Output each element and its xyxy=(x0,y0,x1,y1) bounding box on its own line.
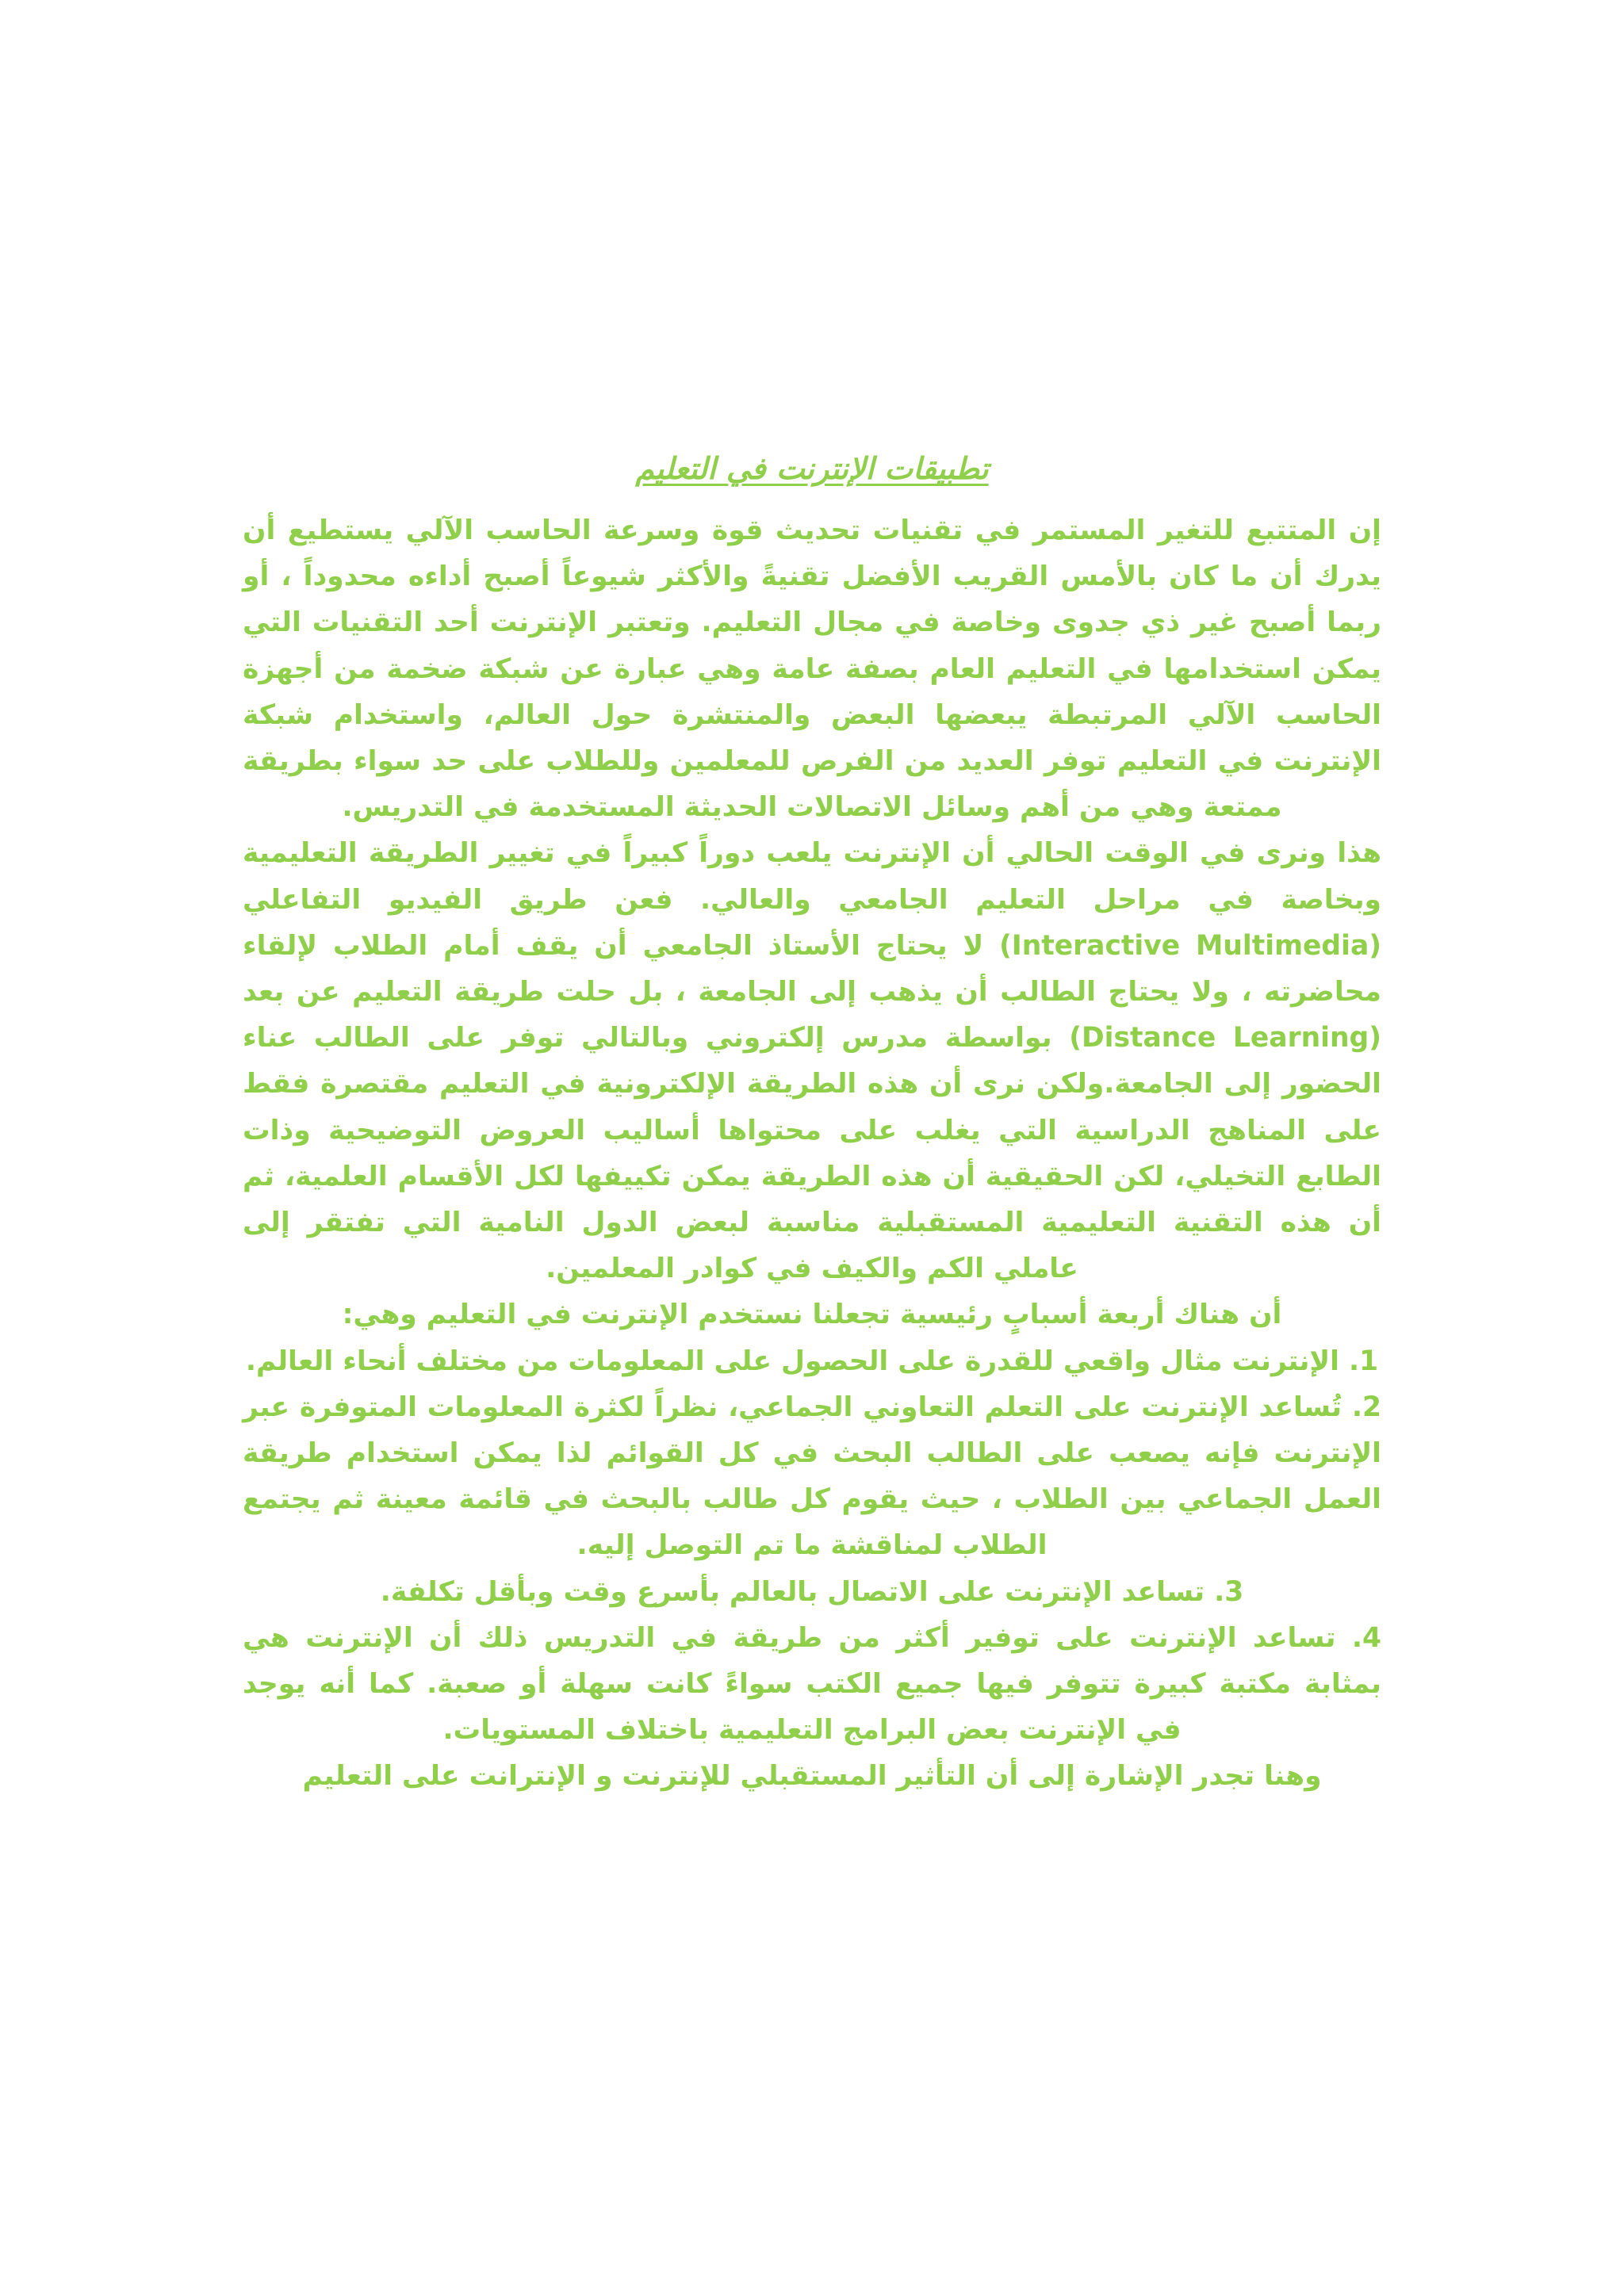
paragraph-internet-role-part-1: هذا ونرى في الوقت الحالي أن الإنترنت يلعب دوراً كبيراً في تغيير الطريقة التعليمية وبخاصة في مراحل التعليم الجامعي والعالي. فعن طريق الفيديو التفاعلي xyxy=(243,837,1381,916)
paragraph-internet-role-part-2: لا يحتاج الأستاذ الجامعي أن يقف أمام الطلاب لإلقاء محاضرته ، ولا يحتاج الطالب أن يذهب إلى الجامعة ، بل حلت طريقة التعليم عن بعد xyxy=(243,929,1381,1008)
list-item: 3. تساعد الإنترنت على الاتصال بالعالم بأسرع وقت وبأقل تكلفة. xyxy=(380,1575,1244,1608)
term-distance-learning: (Distance Learning) xyxy=(1069,1022,1381,1054)
term-interactive-multimedia: (Interactive Multimedia) xyxy=(999,929,1381,962)
list-intro: أن هناك أربعة أسبابٍ رئيسية تجعلنا نستخدم الإنترنت في التعليم وهي: xyxy=(342,1299,1282,1331)
paragraph-intro: إن المتتبع للتغير المستمر في تقنيات تحديث قوة وسرعة الحاسب الآلي يستطيع أن يدرك أن ما كان بالأمس القريب الأفضل تقنيةً والأكثر شيوعاً أصبح أداءه محدوداً ، أو ربما أصبح غير ذي جدوى وخاصة في مجال التعليم. وتعتبر الإنترنت أحد التقنيات التي يمكن استخدامها في التعليم العام بصفة عامة وهي عبارة عن شبكة ضخمة من أجهزة الحاسب الآلي المرتبطة يبعضها البعض والمنتشرة حول العالم، واستخدام شبكة الإنترنت في التعليم توفر العديد من الفرص للمعلمين وللطلاب على حد سواء بطريقة ممتعة وهي من أهم وسائل الاتصالات الحديثة المستخدمة في التدريس. xyxy=(243,515,1381,824)
list-item: 2. تُساعد الإنترنت على التعلم التعاوني الجماعي، نظراً لكثرة المعلومات المتوفرة عبر الإنترنت فإنه يصعب على الطالب البحث في كل القوائم لذا يمكن استخدام طريقة العمل الجماعي بين الطلاب ، حيث يقوم كل طالب بالبحث في قائمة معينة ثم يجتمع الطلاب لمناقشة ما تم التوصل إليه. xyxy=(243,1391,1381,1562)
document-body xyxy=(243,507,1381,1800)
list-item: 4. تساعد الإنترنت على توفير أكثر من طريقة في التدريس ذلك أن الإنترنت هي بمثابة مكتبة كبيرة تتوفر فيها جميع الكتب سواءً كانت سهلة أو صعبة. كما أنه يوجد في الإنترنت بعض البرامج التعليمية باختلاف المستويات. xyxy=(243,1621,1381,1747)
paragraph-internet-role-part-3: بواسطة مدرس إلكتروني وبالتالي توفر على الطالب عناء الحضور إلى الجامعة.ولكن نرى أن هذه الطريقة الإلكترونية في التعليم مقتصرة فقط على المناهج الدراسية التي يغلب على محتواها أساليب العروض التوضيحية وذات الطابع التخيلي، لكن الحقيقية أن هذه الطريقة يمكن تكييفها لكل الأقسام العلمية، ثم أن هذه التقنية التعليمية المستقبلية مناسبة لبعض الدول النامية التي تفتقر إلى عاملي الكم والكيف في كوادر المعلمين. xyxy=(243,1022,1381,1285)
document-title: تطبيقات الإنترنت في التعليم xyxy=(635,450,989,486)
paragraph-internet-role xyxy=(243,830,1381,1292)
list-item: 1. الإنترنت مثال واقعي للقدرة على الحصول على المعلومات من مختلف أنحاء العالم. xyxy=(245,1345,1379,1377)
closing-line: وهنا تجدر الإشارة إلى أن التأثير المستقبلي للإنترنت و الإنترانت على التعليم xyxy=(302,1760,1322,1793)
